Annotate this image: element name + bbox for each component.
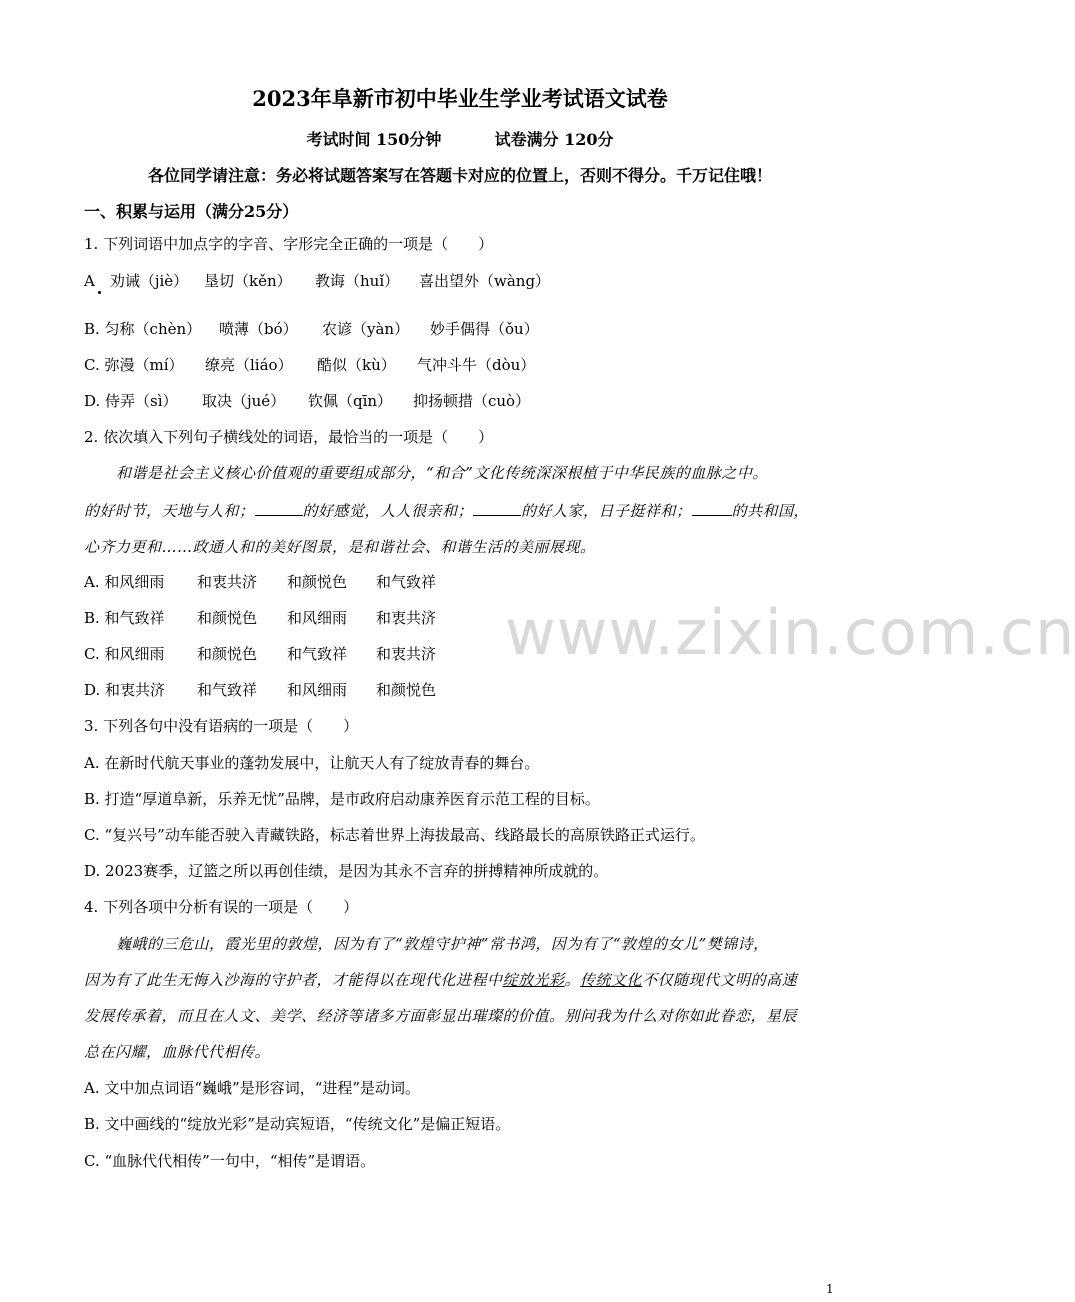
underlined-phrase: 绽放光彩 [502, 971, 565, 989]
q1-option-b [84, 319, 539, 339]
q4-passage-line4: 总在闪耀，血脉代代相传。 [84, 1043, 271, 1061]
option-item: 妙手偶得（ǒu） [430, 320, 539, 338]
underlined-phrase: 传统文化 [580, 971, 643, 989]
q1-option-c [84, 355, 535, 375]
q2-option-c [84, 644, 436, 664]
option-item: C. 弥漫（mí） [84, 356, 184, 374]
option-item: 和颜悦色 [197, 645, 258, 663]
q2-passage-line1: 和谐是社会主义核心价值观的重要组成部分，“和合”文化传统深深根植于中华民族的血脉之中。 [116, 464, 768, 482]
q1-stem: 1. 下列词语中加点字的字音、字形完全正确的一项是（ ） [84, 235, 494, 253]
exam-score: 试卷满分 120分 [494, 130, 614, 149]
q3-stem: 3. 下列各句中没有语病的一项是（ ） [84, 717, 359, 735]
option-item: 垦切（kěn） [204, 272, 292, 290]
option-item: 和衷共济 [197, 573, 258, 591]
q4-passage-line2 [84, 970, 797, 990]
option-item: 和衷共济 [376, 645, 437, 663]
passage-text: 的好人家，日子挺祥和； [521, 502, 692, 520]
q2-option-a [84, 572, 436, 592]
passage-text: 的好时节，天地与人和； [84, 502, 255, 520]
option-item: 和衷共济 [376, 609, 437, 627]
q1-option-d [84, 391, 530, 411]
option-item: 和气致祥 [197, 681, 258, 699]
q2-option-b [84, 608, 436, 628]
option-item: D. 和衷共济 [84, 681, 166, 699]
q2-option-d [84, 680, 436, 700]
option-item: 气冲斗牛（dòu） [417, 356, 536, 374]
exam-info [0, 127, 920, 150]
passage-text: 的好感觉，人人很亲和； [302, 502, 474, 520]
fill-blank [255, 501, 303, 516]
option-item: 农谚（yàn） [322, 320, 410, 338]
option-item: 和颜悦色 [197, 609, 258, 627]
q4-stem: 4. 下列各项中分析有误的一项是（ ） [84, 898, 359, 916]
option-item: 教诲（huǐ） [315, 272, 400, 290]
option-item: 喷薄（bó） [219, 320, 298, 338]
page-number: 1 [826, 1282, 834, 1296]
q4-option-a: A. 文中加点词语“巍峨”是形容词，“进程”是动词。 [84, 1079, 421, 1097]
q4-option-b: B. 文中画线的“绽放光彩”是动宾短语，“传统文化”是偏正短语。 [84, 1115, 511, 1133]
option-item: 和风细雨 [287, 681, 348, 699]
option-item: 酷似（kù） [317, 356, 396, 374]
fill-blank [692, 501, 732, 516]
option-item: 和风细雨 [287, 609, 348, 627]
option-item: 和气致祥 [376, 573, 437, 591]
passage-text: 不仅随现代文明的高速 [642, 971, 798, 989]
exam-time: 考试时间 150分钟 [306, 130, 442, 149]
passage-text: 的共和国， [731, 502, 810, 520]
q1-option-a [84, 271, 550, 291]
notice: 各位同学请注意：务必将试题答案写在答题卡对应的位置上，否则不得分。千万记住哦！ [147, 166, 772, 185]
option-item: 和气致祥 [287, 645, 348, 663]
q2-passage-line2 [84, 501, 809, 521]
watermark: www.zixin.com.cn [505, 596, 1075, 669]
q3-option-a: A. 在新时代航天事业的蓬勃发展中，让航天人有了绽放青春的舞台。 [84, 754, 540, 772]
q3-option-b: B. 打造“厚道阜新，乐养无忧”品牌，是市政府启动康养医育示范工程的目标。 [84, 790, 600, 808]
q3-option-d: D. 2023赛季，辽篮之所以再创佳绩，是因为其永不言弃的拼搏精神所成就的。 [84, 862, 609, 880]
q3-option-c: C. “复兴号”动车能否驶入青藏铁路，标志着世界上海拔最高、线路最长的高原铁路正式运行。 [84, 826, 705, 844]
option-item: A. 和风细雨 [84, 573, 165, 591]
fill-blank [473, 501, 521, 516]
page-title: 2023年阜新市初中毕业生学业考试语文试卷 [252, 86, 668, 111]
emphasis-dot [98, 291, 101, 294]
option-item: 和颜悦色 [376, 681, 437, 699]
option-item: 缭亮（liáo） [205, 356, 293, 374]
passage-text: 因为有了此生无悔入沙海的守护者，才能得以在现代化进程中 [84, 971, 503, 989]
section-heading: 一、积累与运用（满分25分） [84, 202, 299, 221]
option-item: B. 和气致祥 [84, 609, 165, 627]
option-item: A 劝诫（jiè） [84, 272, 189, 290]
q2-stem: 2. 依次填入下列句子横线处的词语，最恰当的一项是（ ） [84, 428, 494, 446]
option-item: 和颜悦色 [287, 573, 348, 591]
option-item: B. 匀称（chèn） [84, 320, 202, 338]
option-item: C. 和风细雨 [84, 645, 165, 663]
option-item: 喜出望外（wàng） [419, 272, 551, 290]
option-item: 钦佩（qīn） [308, 392, 393, 410]
q4-passage-line1: 巍峨的三危山，霞光里的敦煌，因为有了“敦煌守护神”常书鸿，因为有了“敦煌的女儿”樊锦诗， [116, 935, 769, 953]
option-item: 取决（jué） [202, 392, 286, 410]
passage-text: 。 [564, 971, 581, 989]
q2-passage-line3: 心齐力更和……政通人和的美好图景，是和谐社会、和谐生活的美丽展现。 [84, 538, 596, 556]
q4-passage-line3: 发展传承着，而且在人文、美学、经济等诸多方面彰显出璀璨的价值。别问我为什么对你如此眷恋，星辰 [84, 1007, 798, 1025]
option-item: 抑扬顿措（cuò） [413, 392, 531, 410]
option-item: D. 侍弄（sì） [84, 392, 178, 410]
q4-option-c: C. “血脉代代相传”一句中，“相传”是谓语。 [84, 1152, 376, 1170]
